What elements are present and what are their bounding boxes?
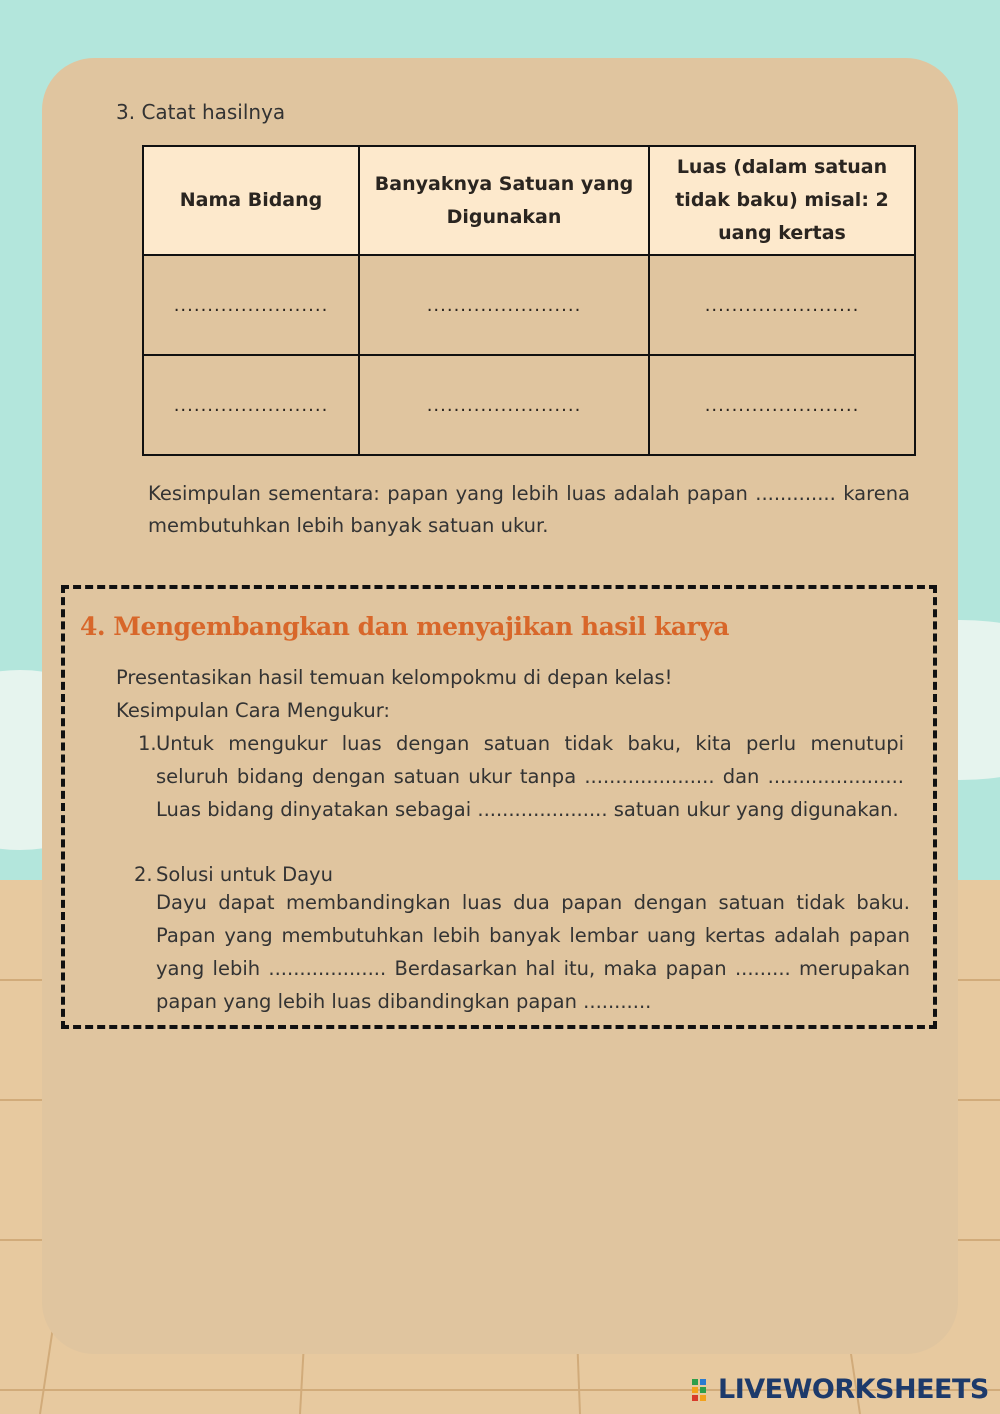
section-4-title: 4. Mengembangkan dan menyajikan hasil karya bbox=[80, 612, 729, 641]
blank-cell[interactable]: ....................... bbox=[143, 255, 359, 355]
blank-cell[interactable]: ....................... bbox=[649, 355, 915, 455]
item-2-number: 2. bbox=[134, 863, 153, 886]
table-row bbox=[143, 355, 915, 455]
blank-cell[interactable]: ....................... bbox=[359, 355, 649, 455]
item-2-text: Dayu dapat membandingkan luas dua papan dengan satuan tidak baku. Papan yang membutuhkan lebih banyak lembar uang kertas adalah papan yang lebih ................... Berdasarkan hal itu, maka papan ......... merupakan papan yang lebih luas dibandingkan papan ........... bbox=[156, 891, 910, 1013]
table-header-row bbox=[143, 146, 915, 255]
item-1-number: 1. bbox=[138, 732, 157, 755]
step-3-label: 3. Catat hasilnya bbox=[116, 100, 286, 124]
header-banyaknya-satuan: Banyaknya Satuan yang Digunakan bbox=[359, 146, 649, 255]
blank-cell[interactable]: ....................... bbox=[649, 255, 915, 355]
header-luas: Luas (dalam satuan tidak baku) misal: 2 uang kertas bbox=[649, 146, 915, 255]
header-nama-bidang: Nama Bidang bbox=[143, 146, 359, 255]
temporary-conclusion: Kesimpulan sementara: papan yang lebih luas adalah papan ............. karena membutuhkan lebih banyak satuan ukur. bbox=[148, 482, 910, 537]
item-2-heading: Solusi untuk Dayu bbox=[156, 863, 333, 886]
item-1-text: Untuk mengukur luas dengan satuan tidak baku, kita perlu menutupi seluruh bidang dengan satuan ukur tanpa ..................... dan ...................... Luas bidang dinyatakan sebagai ..................... satuan ukur yang digunakan. bbox=[156, 732, 904, 821]
blank-cell[interactable]: ....................... bbox=[143, 355, 359, 455]
liveworksheets-logo-icon bbox=[692, 1377, 714, 1401]
presentation-instruction: Presentasikan hasil temuan kelompokmu di depan kelas! bbox=[116, 666, 673, 689]
liveworksheets-logo[interactable]: LIVEWORKSHEETS bbox=[718, 1374, 989, 1405]
table-row bbox=[143, 255, 915, 355]
result-table bbox=[142, 145, 916, 456]
measuring-conclusion-heading: Kesimpulan Cara Mengukur: bbox=[116, 699, 390, 722]
blank-cell[interactable]: ....................... bbox=[359, 255, 649, 355]
